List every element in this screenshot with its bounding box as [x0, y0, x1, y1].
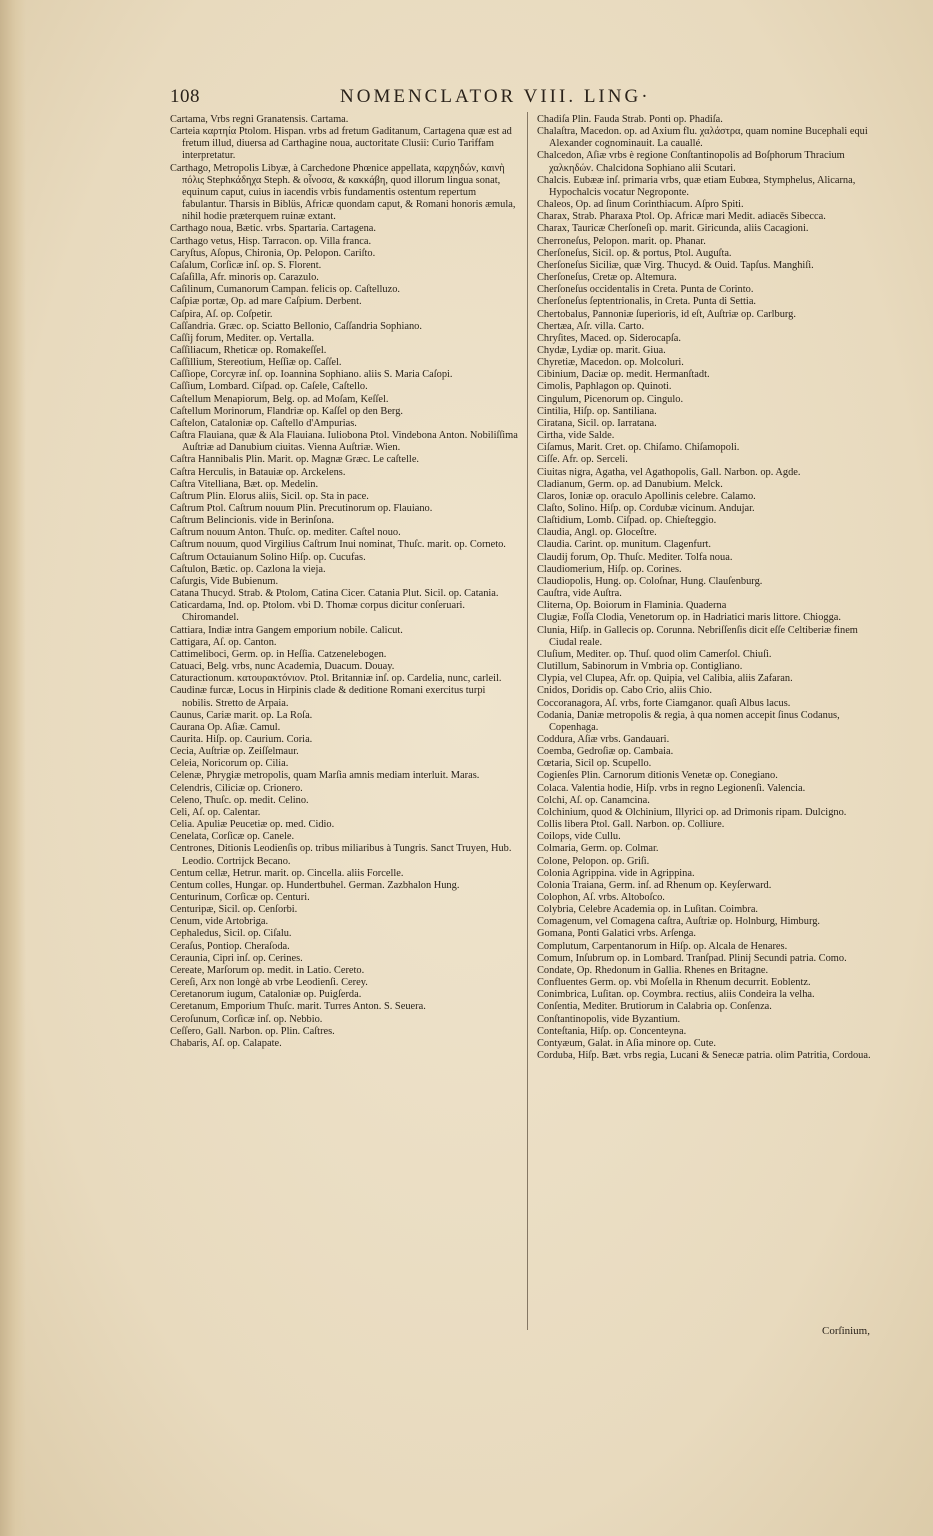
dictionary-entry: Chertæa, Aſr. villa. Carto. [537, 320, 645, 332]
dictionary-entry: Coddura, Aſiæ vrbs. Gandauari. [537, 733, 670, 745]
dictionary-entry: Centurinum, Corſicæ op. Centuri. [170, 892, 310, 903]
page-header [170, 86, 720, 112]
dictionary-entry: Cladianum, Germ. op. ad Danubium. Melck. [537, 478, 723, 490]
catchword: Corſinium, [822, 1325, 870, 1337]
dictionary-entry: Cereate, Marſorum op. medit. in Latio. Cereto. [170, 964, 365, 976]
right-column [537, 114, 887, 1062]
dictionary-entry: Caſaſilla, Afr. minoris op. Carazulo. [170, 272, 319, 284]
dictionary-entry: Caurita. Hiſp. op. Caurium. Coria. [170, 733, 313, 745]
dictionary-entry: Complutum, Carpentanorum in Hiſp. op. Alcala de Henares. [537, 940, 788, 952]
dictionary-entry: Caſtelon, Cataloniæ op. Caſtello d'Ampurias. [170, 417, 357, 429]
dictionary-entry: Chyretiæ, Macedon. op. Molcoluri. [537, 357, 684, 369]
dictionary-entry: Cherſoneſus, Sicil. op. & portus, Ptol. Auguſta. [537, 247, 732, 259]
page-gutter-shadow [0, 0, 26, 1536]
dictionary-entry: Caſſij forum, Mediter. op. Vertalla. [170, 332, 315, 344]
dictionary-entry: Caturactionum. κατουρακτόνιον. Ptol. Britanniæ inſ. op. Cardelia, nunc, carleil. [170, 673, 502, 685]
dictionary-entry: Catuaci, Belg. vrbs, nunc Academia, Duacum. Douay. [170, 661, 395, 673]
dictionary-entry: Cereſi, Arx non longè ab vrbe Leodienſi. Cerey. [170, 977, 368, 989]
dictionary-entry: Ceroſunum, Corſicæ inſ. op. Nebbio. [170, 1013, 323, 1025]
dictionary-entry: Caſilinum, Cumanorum Campan. felicis op. Caſtelluzo. [170, 284, 400, 296]
dictionary-entry: Chalaſtra, Macedon. op. ad Axium flu. χαλάστρα, quam nomine Bucephali equi Alexander cognominauit. La cauallé. [537, 126, 868, 150]
dictionary-entry: Charax, Strab. Pharaxa Ptol. Op. Africæ mari Medit. adiacēs Sibecca. [537, 211, 826, 223]
dictionary-entry: Codania, Daniæ metropolis & regia, à qua nomen accepit ſinus Codanus, Copenhaga. [537, 709, 840, 733]
dictionary-entry: Caſſandria. Græc. op. Sciatto Bellonio, Caſſandria Sophiano. [170, 320, 422, 332]
dictionary-entry: Chalcis. Eubææ inſ. primaria vrbs, quæ etiam Eubœa, Stymphelus, Alicarna, Hypochalcis vocatur Negroponte. [537, 174, 856, 198]
dictionary-entry: Celia. Apuliæ Peucetiæ op. med. Cidio. [170, 819, 335, 831]
dictionary-entry: Carthago vetus, Hisp. Tarracon. op. Villa franca. [170, 235, 372, 247]
dictionary-entry: Ceraſus, Pontiop. Cheraſoda. [170, 940, 290, 952]
dictionary-entry: Claros, Ioniæ op. oraculo Apollinis celebre. Calamo. [537, 490, 756, 502]
dictionary-entry: Charax, Tauricæ Cherſoneſi op. marit. Giricunda, aliis Cacagioni. [537, 223, 809, 235]
dictionary-entry: Celeia, Noricorum op. Cilia. [170, 758, 289, 770]
dictionary-entry: Corduba, Hiſp. Bæt. vrbs regia, Lucani & Senecæ patria. olim Patritia, Cordoua. [537, 1050, 871, 1062]
dictionary-entry: Chertobalus, Pannoniæ ſuperioris, id eſt, Auſtriæ op. Carlburg. [537, 308, 796, 320]
dictionary-entry: Cartama, Vrbs regni Granatensis. Cartama. [170, 114, 349, 125]
dictionary-entry: Comum, Inſubrum op. in Lombard. Tranſpad. Plinij Secundi patria. Como. [537, 952, 847, 964]
dictionary-entry: Caſpiæ portæ, Op. ad mare Caſpium. Derbent. [170, 296, 362, 308]
dictionary-entry: Colone, Pelopon. op. Griſi. [537, 855, 650, 867]
dictionary-entry: Caunus, Cariæ marit. op. La Roſa. [170, 709, 313, 721]
dictionary-entry: Claudiomerium, Hiſp. op. Corines. [537, 563, 682, 575]
dictionary-entry: Confluentes Germ. op. vbi Moſella in Rhenum decurrit. Eoblentz. [537, 977, 811, 989]
dictionary-entry: Cœtaria, Sicil op. Scupello. [537, 758, 652, 770]
dictionary-entry: Caſtellum Morinorum, Flandriæ op. Kaſſel op den Berg. [170, 405, 403, 417]
dictionary-entry: Caticardama, Ind. op. Ptolom. vbi D. Thomæ corpus dicitur conſeruari. Chiromandel. [170, 600, 466, 624]
dictionary-entry: Coccoranagora, Aſ. vrbs, forte Ciamganor. quaſi Albus lacus. [537, 697, 791, 709]
dictionary-entry: Ceraunia, Cipri inſ. op. Cerines. [170, 952, 303, 964]
dictionary-entry: Caſtrum Belincionis. vide in Berinſona. [170, 515, 334, 527]
dictionary-entry: Caſtra Vitelliana, Bæt. op. Medelin. [170, 478, 319, 490]
dictionary-entry: Cibinium, Daciæ op. medit. Hermanſtadt. [537, 369, 710, 381]
dictionary-entry: Colybria, Celebre Academia op. in Luſitan. Coimbra. [537, 904, 759, 916]
dictionary-entry: Chalcedon, Aſiæ vrbs è regione Conſtantinopolis ad Boſphorum Thracium χαλκηδών. Chalcidona Sophiano alii Scutari. [537, 150, 845, 174]
page-number: 108 [170, 86, 200, 107]
dictionary-entry: Caſtra Flauiana, quæ & Ala Flauiana. Iuliobona Ptol. Vindebona Anton. Nobiliſſima Auſtriæ ad Danubium ciuitas. Vienna Auſtriæ. Wien. [170, 430, 518, 454]
dictionary-entry: Ceſſero, Gall. Narbon. op. Plin. Caſtres. [170, 1025, 335, 1037]
dictionary-entry: Colchi, Aſ. op. Canamcina. [537, 794, 650, 806]
dictionary-entry: Chryſites, Maced. op. Siderocapſa. [537, 332, 681, 344]
dictionary-entry: Cherſoneſus occidentalis in Creta. Punta de Corinto. [537, 284, 754, 296]
dictionary-entry: Cherſoneſus ſeptentrionalis, in Creta. Punta di Settia. [537, 296, 757, 308]
dictionary-entry: Claudiopolis, Hung. op. Coloſnar, Hung. Clauſenburg. [537, 575, 763, 587]
dictionary-entry: Clypia, vel Clupea, Afr. op. Quipia, vel Calibia, aliis Zafaran. [537, 673, 793, 685]
dictionary-entry: Carthago noua, Bætic. vrbs. Spartaria. Cartagena. [170, 223, 377, 235]
dictionary-entry: Cecia, Auſtriæ op. Zeiſſelmaur. [170, 746, 299, 758]
dictionary-entry: Caſalum, Corſicæ inſ. op. S. Florent. [170, 259, 322, 271]
dictionary-entry: Cenelata, Corſicæ op. Canele. [170, 831, 295, 843]
dictionary-entry: Conteſtania, Hiſp. op. Concenteyna. [537, 1025, 687, 1037]
dictionary-entry: Cherroneſus, Pelopon. marit. op. Phanar. [537, 235, 706, 247]
dictionary-entry: Ciſamus, Marit. Cret. op. Chiſamo. Chiſamopoli. [537, 442, 740, 454]
dictionary-entry: Cephaledus, Sicil. op. Ciſalu. [170, 928, 292, 940]
dictionary-entry: Cenum, vide Artobriga. [170, 916, 269, 928]
dictionary-entry: Celi, Aſ. op. Calentar. [170, 806, 261, 818]
dictionary-entry: Cliterna, Op. Boiorum in Flaminia. Quaderna [537, 600, 727, 612]
column-divider [527, 112, 528, 1330]
dictionary-entry: Conimbrica, Luſitan. op. Coymbra. rectius, aliis Condeira la velha. [537, 989, 815, 1001]
dictionary-entry: Chadiſa Plin. Fauda Strab. Ponti op. Phadiſa. [537, 114, 723, 125]
dictionary-entry: Caſſiope, Corcyræ inſ. op. Ioannina Sophiano. aliis S. Maria Caſopi. [170, 369, 453, 381]
running-head: NOMENCLATOR VIII. LING· [340, 86, 651, 107]
dictionary-entry: Comagenum, vel Comagena caſtra, Auſtriæ op. Holnburg, Himburg. [537, 916, 821, 928]
dictionary-entry: Colaca. Valentia hodie, Hiſp. vrbs in regno Legionenſi. Valencia. [537, 782, 806, 794]
dictionary-entry: Centuripæ, Sicil. op. Cenſorbi. [170, 904, 298, 916]
dictionary-entry: Catana Thucyd. Strab. & Ptolom, Catina Cicer. Catania Plut. Sicil. op. Catania. [170, 588, 499, 600]
dictionary-entry: Caſtra Herculis, in Batauiæ op. Arckelens. [170, 466, 346, 478]
dictionary-entry: Claſtidium, Lomb. Ciſpad. op. Chieſteggio. [537, 515, 717, 527]
dictionary-entry: Chabaris, Aſ. op. Calapate. [170, 1037, 282, 1049]
dictionary-entry: Caſtrum Ptol. Caſtrum nouum Plin. Precutinorum op. Flauiano. [170, 503, 433, 514]
dictionary-entry: Cimolis, Paphlagon op. Quinoti. [537, 381, 672, 393]
dictionary-entry: Celendris, Ciliciæ op. Crionero. [170, 782, 303, 794]
dictionary-entry: Cattiara, Indiæ intra Gangem emporium nobile. Calicut. [170, 624, 403, 636]
dictionary-entry: Cogienſes Plin. Carnorum ditionis Venetæ op. Conegiano. [537, 770, 778, 782]
dictionary-entry: Caſſiliacum, Rheticæ op. Romakeſſel. [170, 344, 327, 356]
dictionary-entry: Coemba, Gedroſiæ op. Cambaia. [537, 746, 674, 758]
dictionary-entry: Claudia. Carint. op. munitum. Clagenfurt. [537, 539, 712, 551]
dictionary-entry: Claudij forum, Op. Thuſc. Mediter. Tolfa noua. [537, 551, 733, 563]
dictionary-entry: Ciuitas nigra, Agatha, vel Agathopolis, Gall. Narbon. op. Agde. [537, 466, 801, 478]
dictionary-entry: Condate, Op. Rhedonum in Gallia. Rhenes en Britagne. [537, 964, 769, 976]
dictionary-entry: Chydæ, Lydiæ op. marit. Giua. [537, 344, 666, 356]
dictionary-entry: Clunia, Hiſp. in Gallecis op. Corunna. Nebriſſenſis dicit eſſe Celtiberiæ finem Ciudal reale. [537, 624, 858, 648]
dictionary-entry: Caſpira, Aſ. op. Coſpetir. [170, 308, 273, 320]
dictionary-entry: Caſſium, Lombard. Ciſpad. op. Caſele, Caſtello. [170, 381, 368, 393]
dictionary-entry: Caſſillium, Stereotium, Heſſiæ op. Caſſel. [170, 357, 342, 369]
dictionary-entry: Caſtrum nouum Anton. Thuſc. op. mediter. Caſtel nouo. [170, 527, 401, 539]
dictionary-entry: Cingulum, Picenorum op. Cingulo. [537, 393, 684, 405]
dictionary-entry: Centum cellæ, Hetrur. marit. op. Cincella. aliis Forcelle. [170, 867, 404, 879]
dictionary-entry: Caſtra Hannibalis Plin. Marit. op. Magnæ Græc. Le caſtelle. [170, 454, 420, 466]
dictionary-entry: Colchinium, quod & Olchinium, Illyrici op. ad Drimonis ripam. Dulcigno. [537, 806, 847, 818]
dictionary-entry: Caſtrum Plin. Elorus aliis, Sicil. op. Sta in pace. [170, 490, 369, 502]
dictionary-entry: Colonia Agrippina. vide in Agrippina. [537, 867, 695, 879]
dictionary-entry: Cnidos, Doridis op. Cabo Crio, aliis Chio. [537, 685, 712, 697]
dictionary-entry: Conſentia, Mediter. Brutiorum in Calabria op. Conſenza. [537, 1001, 772, 1013]
dictionary-entry: Clutillum, Sabinorum in Vmbria op. Contigliano. [537, 661, 743, 673]
dictionary-entry: Caſtellum Menapiorum, Belg. op. ad Moſam, Keſſel. [170, 393, 389, 405]
dictionary-entry: Celenæ, Phrygiæ metropolis, quam Marſia amnis mediam interluit. Maras. [170, 770, 480, 782]
dictionary-entry: Ceretanorum iugum, Cataloniæ op. Puigſerda. [170, 989, 362, 1001]
dictionary-entry: Caurana Op. Aſiæ. Camul. [170, 721, 281, 733]
dictionary-entry: Carteia καρτηία Ptolom. Hispan. vrbs ad fretum Gaditanum, Cartagena quæ est ad fretum illud, diuersa ad Carthagine noua, auctoritate Clusii: Curio Tariffam interpretatur. [170, 126, 512, 162]
dictionary-entry: Caudinæ furcæ, Locus in Hirpinis clade & deditione Romani exercitus turpi nobilis. Stretto de Arpaia. [170, 685, 486, 709]
dictionary-entry: Cattimeliboci, Germ. op. in Heſſia. Catzenelebogen. [170, 648, 387, 660]
dictionary-entry: Caſurgis, Vide Bubienum. [170, 575, 279, 587]
dictionary-entry: Colophon, Aſ. vrbs. Altoboſco. [537, 892, 665, 903]
dictionary-entry: Cintilia, Hiſp. op. Santiliana. [537, 405, 657, 417]
dictionary-entry: Contyæum, Galat. in Aſia minore op. Cute. [537, 1037, 716, 1049]
dictionary-entry: Clugiæ, Foſſa Clodia, Venetorum op. in Hadriatici maris littore. Chiogga. [537, 612, 841, 624]
dictionary-entry: Ciſſe. Afr. op. Serceli. [537, 454, 628, 466]
dictionary-entry: Claudia, Angl. op. Gloceſtre. [537, 527, 657, 539]
dictionary-entry: Colonia Traiana, Germ. inſ. ad Rhenum op. Keyſerward. [537, 879, 772, 891]
left-column [170, 114, 518, 1050]
dictionary-entry: Celeno, Thuſc. op. medit. Celino. [170, 794, 309, 806]
dictionary-entry: Caryſtus, Aſopus, Chironia, Op. Pelopon. Cariſto. [170, 247, 376, 259]
dictionary-entry: Cherſoneſus Siciliæ, quæ Virg. Thucyd. & Ouid. Tapſus. Manghiſi. [537, 259, 814, 271]
dictionary-entry: Caſtulon, Bætic. op. Cazlona la vieja. [170, 563, 326, 575]
dictionary-entry: Conſtantinopolis, vide Byzantium. [537, 1013, 681, 1025]
dictionary-entry: Colmaria, Germ. op. Colmar. [537, 843, 659, 855]
dictionary-entry: Centum colles, Hungar. op. Hundertbuhel. German. Zazbhalon Hung. [170, 879, 460, 891]
dictionary-entry: Claſto, Solino. Hiſp. op. Cordubæ vicinum. Andujar. [537, 503, 755, 514]
dictionary-entry: Cherſoneſus, Cretæ op. Altemura. [537, 272, 677, 284]
dictionary-entry: Caſtrum nouum, quod Virgilius Caſtrum Inui nominat, Thuſc. marit. op. Corneto. [170, 539, 506, 551]
dictionary-entry: Centrones, Ditionis Leodienſis op. tribus miliaribus à Tungris. Sanct Truyen, Hub. Leodio. Cortrijck Becano. [170, 843, 512, 867]
dictionary-entry: Carthago, Metropolis Libyæ, à Carchedone Phœnice appellata, καρχηδών, καινὴ πόλις Stephκάδηχα Steph. & οἶνοσα, & κακκάβη, quod illorum lingua sonat, equinum caput, cuius in iacendis vrbis fundamentis ostentum repertum fabulantur. Tharsis in Biblüs, Africæ quondam caput, & Romani honoris æmula, nihil hodie præterquem ruinæ extant. [170, 162, 516, 223]
dictionary-entry: Coilops, vide Cullu. [537, 831, 621, 843]
dictionary-entry: Cluſium, Mediter. op. Thuſ. quod olim Camerſol. Chiuſi. [537, 648, 772, 660]
dictionary-entry: Ciratana, Sicil. op. Iarratana. [537, 417, 657, 429]
dictionary-entry: Ceretanum, Emporium Thuſc. marit. Turres Anton. S. Seuera. [170, 1001, 426, 1013]
dictionary-entry: Collis libera Ptol. Gall. Narbon. op. Colliure. [537, 819, 725, 831]
dictionary-entry: Cirtha, vide Salde. [537, 430, 615, 442]
dictionary-entry: Cattigara, Aſ. op. Canton. [170, 636, 277, 648]
dictionary-entry: Caſtrum Octauianum Solino Hiſp. op. Cucufas. [170, 551, 366, 563]
dictionary-entry: Cauſtra, vide Auſtra. [537, 588, 622, 600]
dictionary-entry: Chaleos, Op. ad ſinum Corinthiacum. Aſpro Spiti. [537, 199, 744, 211]
dictionary-entry: Gomana, Ponti Galatici vrbs. Arſenga. [537, 928, 696, 940]
